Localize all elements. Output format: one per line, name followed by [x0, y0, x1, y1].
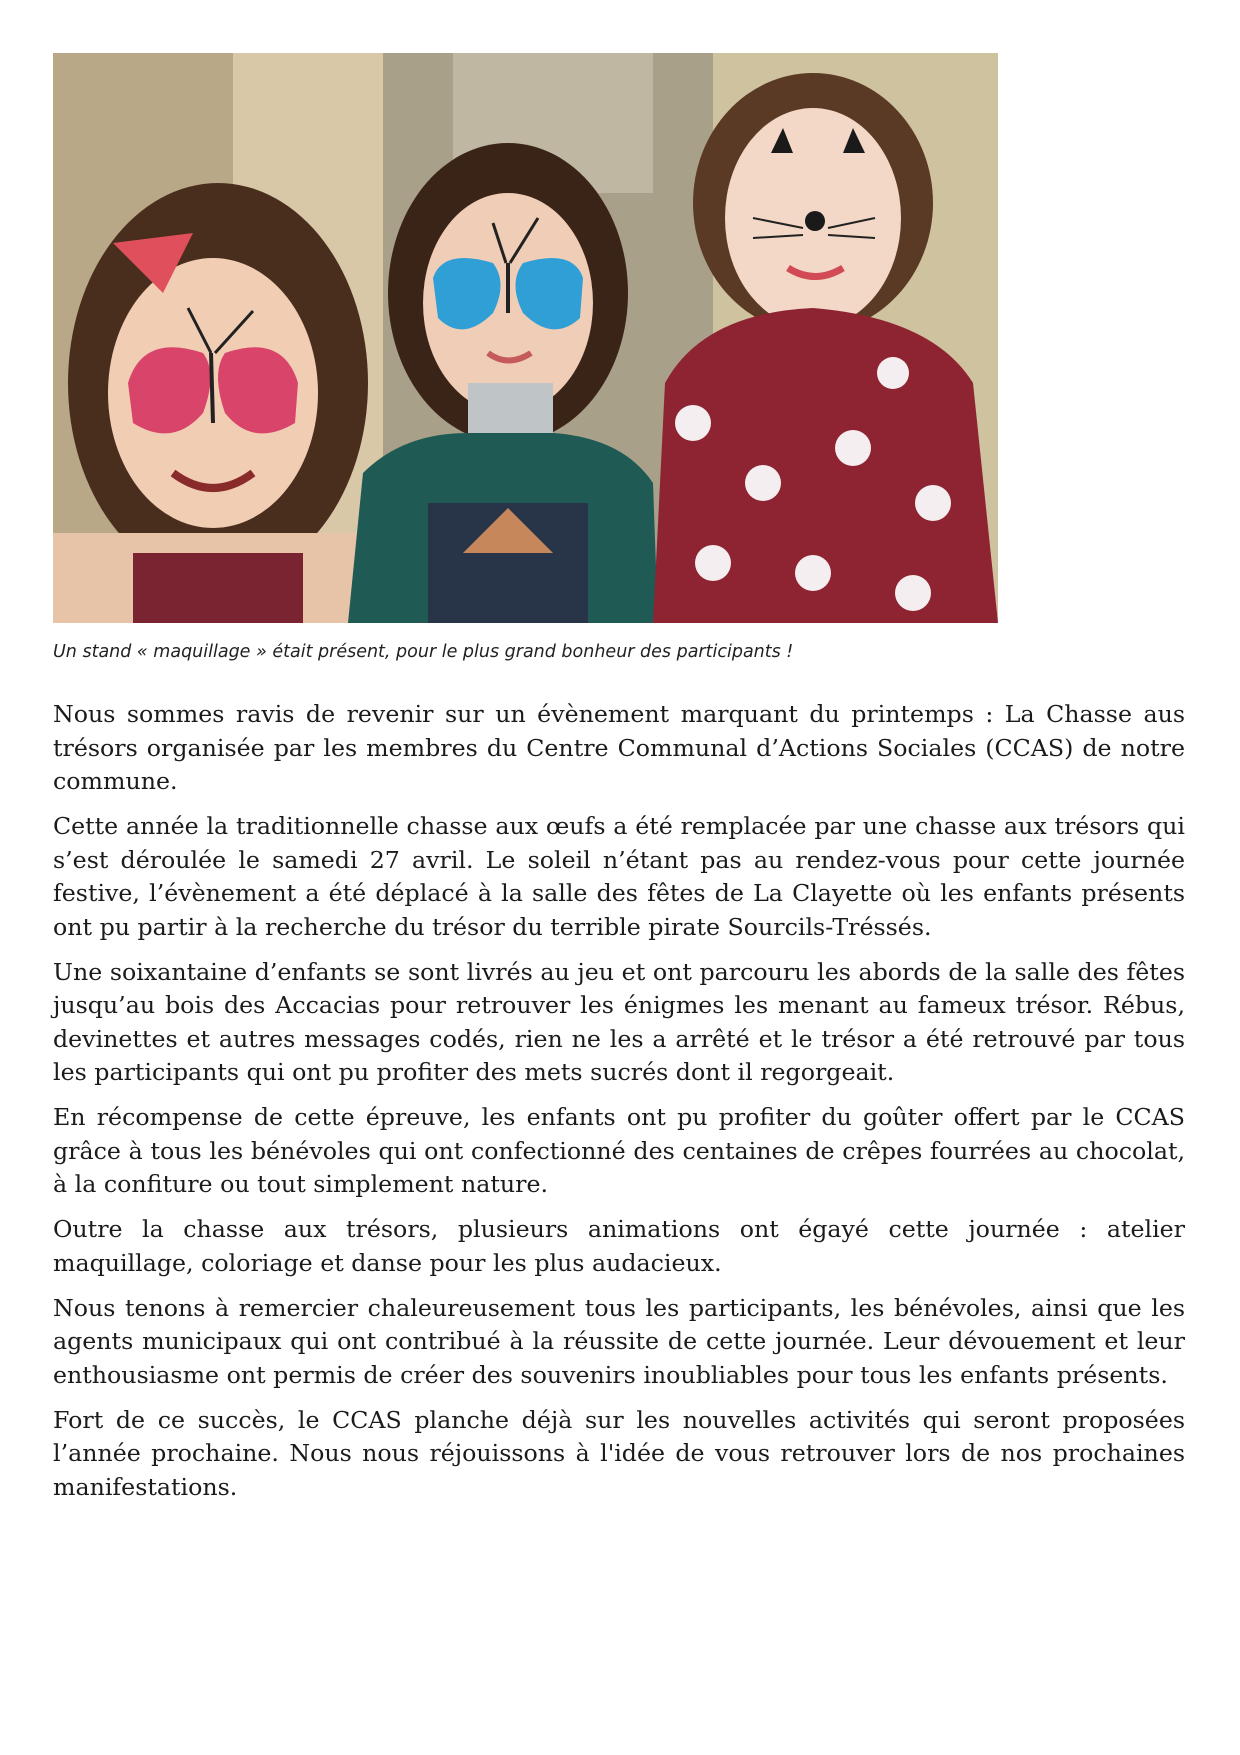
paragraph: En récompense de cette épreuve, les enfants ont pu profiter du goûter offert par le CCAS grâce à tous les bénévoles qui ont confectionné des centaines de crêpes fourrées au chocolat, à la confiture ou tout simplement nature.	[53, 1103, 1185, 1198]
face-painting-photo-illustration	[53, 53, 998, 623]
paragraph: Nous tenons à remercier chaleureusement tous les participants, les bénévoles, ainsi que les agents municipaux qui ont contribué à la réussite de cette journée. Leur dévouement et leur enthousiasme ont permis de créer des souvenirs inoubliables pour tous les enfants présents.	[53, 1293, 1185, 1389]
event-photo	[53, 53, 998, 623]
paragraph: Outre la chasse aux trésors, plusieurs animations ont égayé cette journée : atelier maquillage, coloriage et danse pour les plus audacieux.	[53, 1215, 1185, 1277]
photo-caption: Un stand « maquillage » était présent, pour le plus grand bonheur des participants !	[53, 642, 794, 662]
article-body	[53, 698, 1185, 1516]
paragraph: Une soixantaine d’enfants se sont livrés au jeu et ont parcouru les abords de la salle des fêtes jusqu’au bois des Accacias pour retrouver les énigmes les menant au fameux trésor. Rébus, devinettes et autres messages codés, rien ne les a arrêté et le trésor a été retrouvé par tous les participants qui ont pu profiter des mets sucrés dont il regorgeait.	[53, 957, 1185, 1086]
paragraph: Fort de ce succès, le CCAS planche déjà sur les nouvelles activités qui seront proposées l’année prochaine. Nous nous réjouissons à l'idée de vous retrouver lors de nos prochaines manifestations.	[53, 1405, 1185, 1501]
paragraph: Nous sommes ravis de revenir sur un évènement marquant du printemps : La Chasse aus trésors organisée par les membres du Centre Communal d’Actions Sociales (CCAS) de notre commune.	[53, 700, 1185, 795]
paragraph: Cette année la traditionnelle chasse aux œufs a été remplacée par une chasse aux trésors qui s’est déroulée le samedi 27 avril. Le soleil n’étant pas au rendez-vous pour cette journée festive, l’évènement a été déplacé à la salle des fêtes de La Clayette où les enfants présents ont pu partir à la recherche du trésor du terrible pirate Sourcils-Tréssés.	[53, 812, 1185, 941]
